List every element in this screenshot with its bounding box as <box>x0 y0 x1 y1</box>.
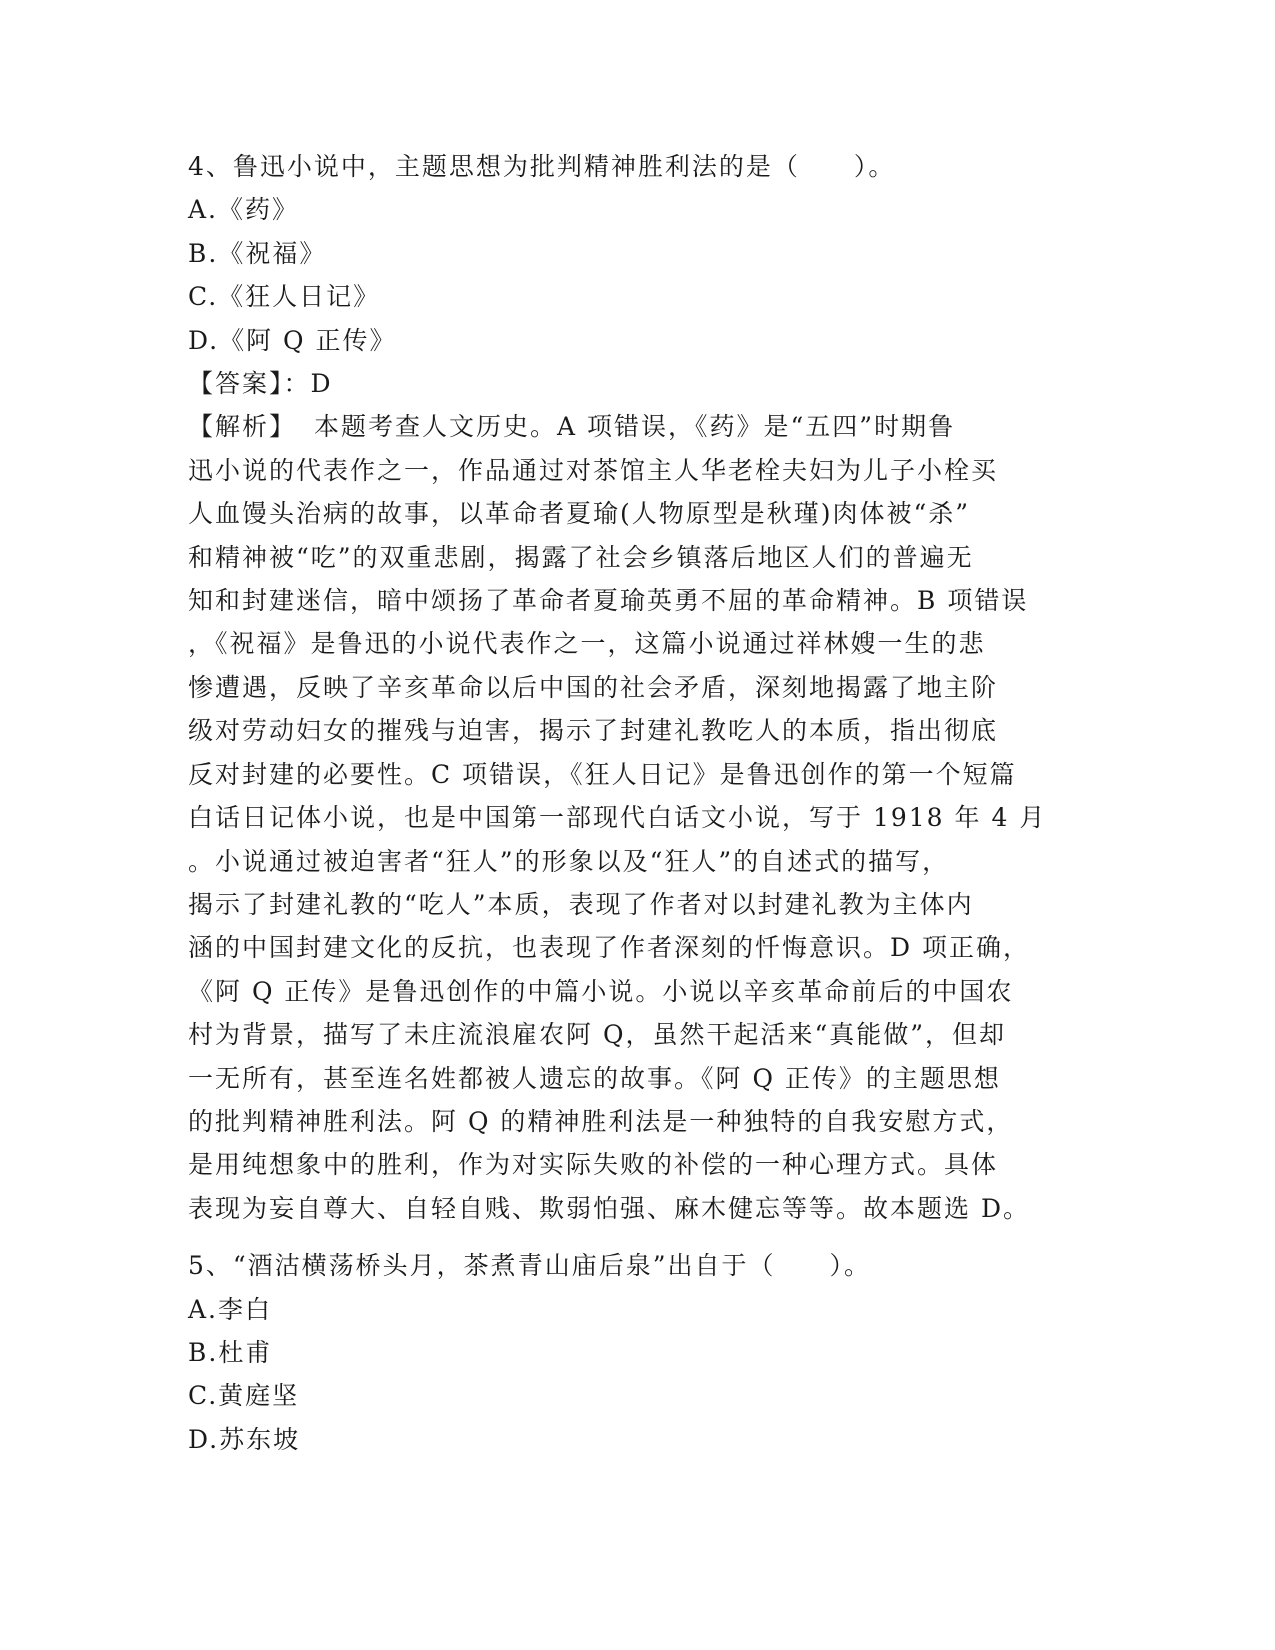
explanation-line-10: 白话日记体小说，也是中国第一部现代白话文小说，写于 1918 年 4 月 <box>188 803 1047 833</box>
explanation-line-5: 知和封建迷信，暗中颂扬了革命者夏瑜英勇不屈的革命精神。B 项错误 <box>188 586 1029 616</box>
explanation-line-4: 和精神被“吃”的双重悲剧，揭露了社会乡镇落后地区人们的普遍无 <box>188 542 974 572</box>
explanation-line-16: 一无所有，甚至连名姓都被人遗忘的故事。《阿 Q 正传》的主题思想 <box>188 1063 1001 1093</box>
explanation-line-14: 《阿 Q 正传》是鲁迅创作的中篇小说。小说以辛亥革命前后的中国农 <box>188 976 1014 1006</box>
explanation-line-1-text: 本题考查人文历史。A 项错误，《药》是“五四”时期鲁 <box>314 412 956 442</box>
document-page <box>188 145 1088 1461</box>
question-5-option-d: D.苏东坡 <box>188 1424 301 1454</box>
question-4-explanation <box>188 405 1088 1230</box>
explanation-line-9: 反对封建的必要性。C 项错误，《狂人日记》是鲁迅创作的第一个短篇 <box>188 759 1017 789</box>
explanation-line-8: 级对劳动妇女的摧残与迫害，揭示了封建礼教吃人的本质，指出彻底 <box>188 716 999 746</box>
question-4-option-d: D.《阿 Q 正传》 <box>188 325 397 355</box>
explanation-line-19: 表现为妄自尊大、自轻自贱、欺弱怕强、麻木健忘等等。故本题选 D。 <box>188 1193 1030 1223</box>
question-4-option-c: C.《狂人日记》 <box>188 282 381 312</box>
explanation-line-11: 。小说通过被迫害者“狂人”的形象以及“狂人”的自述式的描写， <box>188 846 950 876</box>
explanation-line-12: 揭示了封建礼教的“吃人”本质，表现了作者对以封建礼教为主体内 <box>188 889 974 919</box>
question-4-answer: 【答案】：D <box>188 369 333 399</box>
question-4-option-b: B.《祝福》 <box>188 238 327 268</box>
explanation-line-18: 是用纯想象中的胜利，作为对实际失败的补偿的一种心理方式。具体 <box>188 1150 999 1180</box>
question-4 <box>188 145 1088 1230</box>
explanation-line-7: 惨遭遇，反映了辛亥革命以后中国的社会矛盾，深刻地揭露了地主阶 <box>188 672 999 702</box>
question-5-option-b: B.杜甫 <box>188 1337 273 1367</box>
question-5-option-a: A.李白 <box>188 1294 273 1324</box>
explanation-line-17: 的批判精神胜利法。阿 Q 的精神胜利法是一种独特的自我安慰方式， <box>188 1106 1014 1136</box>
explanation-line-3: 人血馒头治病的故事，以革命者夏瑜(人物原型是秋瑾)肉体被“杀” <box>188 499 971 529</box>
question-4-title: 4、鲁迅小说中，主题思想为批判精神胜利法的是（ ）。 <box>188 152 896 181</box>
question-5 <box>188 1244 1088 1461</box>
explanation-line-6: ，《祝福》是鲁迅的小说代表作之一，这篇小说通过祥林嫂一生的悲 <box>188 629 986 659</box>
question-5-title: 5、“酒沽横荡桥头月，茶煮青山庙后泉”出自于（ ）。 <box>188 1251 871 1281</box>
explanation-line-1 <box>188 405 1088 448</box>
explanation-line-2: 迅小说的代表作之一，作品通过对茶馆主人华老栓夫妇为儿子小栓买 <box>188 455 999 485</box>
question-5-option-c: C.黄庭坚 <box>188 1381 300 1411</box>
question-4-option-a: A.《药》 <box>188 195 300 225</box>
explanation-line-15: 村为背景，描写了未庄流浪雇农阿 Q，虽然干起活来“真能做”，但却 <box>188 1020 1007 1050</box>
explanation-line-13: 涵的中国封建文化的反抗，也表现了作者深刻的忏悔意识。D 项正确， <box>188 933 1030 963</box>
explanation-label: 【解析】 <box>188 412 297 442</box>
